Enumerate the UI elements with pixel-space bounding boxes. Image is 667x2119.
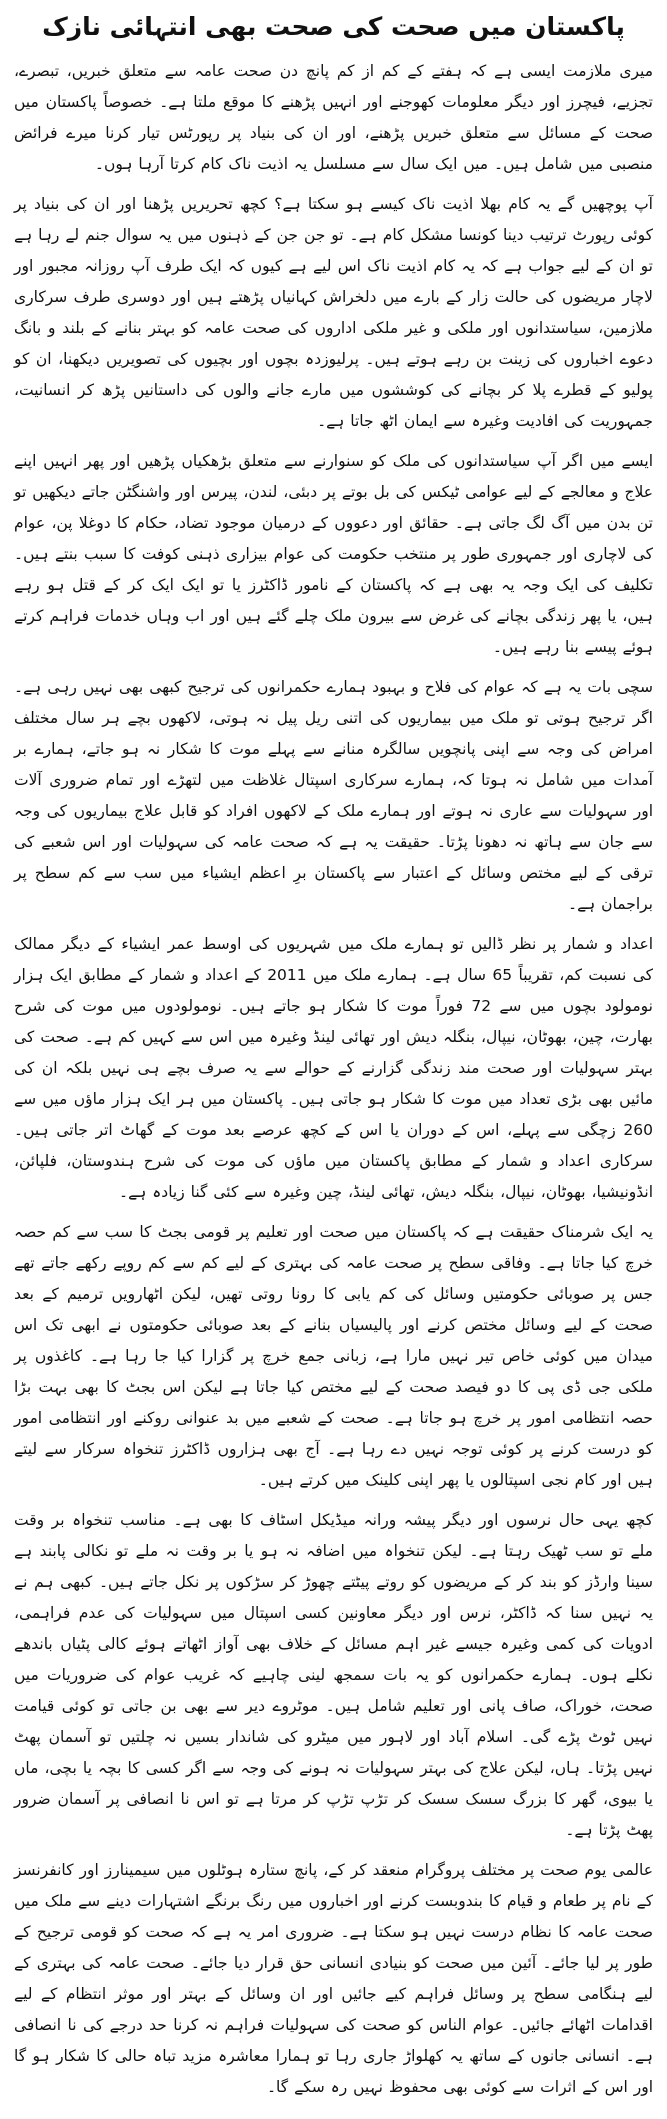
- article-paragraph-3: ایسے میں اگر آپ سیاستدانوں کی ملک کو سنوارنے سے متعلق بڑھکیاں پڑھیں اور پھر انہیں اپنے علاج و معالجے کے لیے عوامی ٹیکس کی بل بوتے پر دبئی، لندن، پیرس اور واشنگٹن جاتے دیکھیں تو تن بدن میں آگ لگ جاتی ہے۔ حقائق اور دعووں کے درمیان موجود تضاد، حکام کا دوغلا پن، عوام کی لاچاری اور جمہوری طور پر منتخب حکومت کی عوام بیزاری ذہنی کوفت کا سبب بنتے ہیں۔ تکلیف کی ایک وجہ یہ بھی ہے کہ پاکستان کے نامور ڈاکٹرز یا تو ایک ایک کر کے قتل ہو رہے ہیں، یا پھر زندگی بچانے کی غرض سے بیرون ملک چلے گئے ہیں اور اب وہاں خدمات فراہم کرتے ہوئے پیسے بنا رہے ہیں۔: [14, 452, 653, 656]
- article-paragraph-2: آپ پوچھیں گے یہ کام بھلا اذیت ناک کیسے ہو سکتا ہے؟ کچھ تحریریں پڑھنا اور ان کی بنیاد پر کوئی رپورٹ ترتیب دینا کونسا مشکل کام ہے۔ تو جن جن کے ذہنوں میں یہ سوال جنم لے رہا ہے تو ان کے لیے جواب ہے کہ یہ کام اذیت ناک اس لیے ہے کیوں کہ ایک طرف آپ روزانہ مجبور اور لاچار مریضوں کی حالت زار کے بارے میں دلخراش کہانیاں پڑھتے ہیں اور دوسری طرف سرکاری ملازمین، سیاستدانوں اور ملکی و غیر ملکی اداروں کی صحت عامہ کو بہتر بنانے کے بلند و بانگ دعوے اخباروں کی زینت بن رہے ہوتے ہیں۔ پرلیوزدہ بچوں اور بچیوں کی تصویریں دیکھنا، ان کو پولیو کے قطرے پلا کر بچانے کی کوششوں میں مارے جانے والوں کی داستانیں پڑھ کر انسانیت، جمہوریت کی افادیت وغیرہ سے ایمان اٹھ جاتا ہے۔: [14, 195, 653, 430]
- article-headline: پاکستان میں صحت کی صحت بھی انتہائی نازک: [42, 12, 625, 41]
- article-paragraph-8: عالمی یوم صحت پر مختلف پروگرام منعقد کر کے، پانچ ستارہ ہوٹلوں میں سیمینارز اور کانفرنسز کے نام پر طعام و قیام کا بندوبست کرنے اور اخباروں میں رنگ برنگے اشتہارات دینے سے ملک میں صحت عامہ کا نظام درست نہیں ہو سکتا ہے۔ ضروری امر یہ ہے کہ صحت کو قومی ترجیح کے طور پر لیا جائے۔ آئین میں صحت کو بنیادی انسانی حق قرار دیا جائے۔ صحت عامہ کی بہتری کے لیے ہنگامی سطح پر وسائل فراہم کیے جائیں اور ان وسائل کے بہتر اور موثر انتظام کے لیے اقدامات اٹھائے جائیں۔ عوام الناس کو صحت کی سہولیات فراہم نہ کرنا حد درجے کی نا انصافی ہے۔ انسانی جانوں کے ساتھ یہ کھلواڑ جاری رہا تو ہمارا معاشرہ مزید تباہ حالی کا شکار ہو گا اور اس کے اثرات سے کوئی بھی محفوظ نہیں رہ سکے گا۔: [14, 1861, 653, 2096]
- article-paragraph-4: سچی بات یہ ہے کہ عوام کی فلاح و بہبود ہمارے حکمرانوں کی ترجیح کبھی بھی نہیں رہی ہے۔ اگر ترجیح ہوتی تو ملک میں بیماریوں کی اتنی ریل پیل نہ ہوتی، لاکھوں بچے ہر سال مختلف امراض کی وجہ سے اپنی پانچویں سالگرہ منانے سے پہلے موت کا شکار نہ ہو جاتے، ہمارے بر آمدات میں شامل نہ ہوتا کہ، ہمارے سرکاری اسپتال غلاظت میں لتھڑے اور تمام ضروری آلات اور سہولیات سے عاری نہ ہوتے اور ہمارے ملک کے لاکھوں افراد کو قابل علاج بیماریوں کی وجہ سے جان سے ہاتھ نہ دھونا پڑتا۔ حقیقت یہ ہے کہ صحت عامہ کی سہولیات اور اس شعبے کی ترقی کے لیے مختص وسائل کے اعتبار سے پاکستان برِ اعظم ایشیاء میں سب سے کم سطح پر براجمان ہے۔: [14, 678, 653, 913]
- article-paragraph-5: اعداد و شمار پر نظر ڈالیں تو ہمارے ملک میں شہریوں کی اوسط عمر ایشیاء کے دیگر ممالک کی نسبت کم، تقریباً 65 سال ہے۔ ہمارے ملک میں 2011 کے اعداد و شمار کے مطابق ایک ہزار نومولود بچوں میں سے 72 فوراً موت کا شکار ہو جاتے ہیں۔ نومولودوں میں موت کی شرح بھارت، چین، بھوٹان، نیپال، بنگلہ دیش اور تھائی لینڈ وغیرہ میں اس سے کہیں کم ہے۔ صحت کی بہتر سہولیات اور صحت مند زندگی گزارنے کے حوالے سے یہ صرف بچے ہی نہیں بلکہ ان کی مائیں بھی بڑی تعداد میں موت کا شکار ہو جاتی ہیں۔ پاکستان میں ہر ایک ہزار ماؤں میں سے 260 زچگی سے پہلے، اس کے دوران یا اس کے کچھ عرصے بعد موت کے گھاٹ اتر جاتی ہیں۔ سرکاری اعداد و شمار کے مطابق پاکستان میں ماؤں کی موت کی شرح ہندوستان، فلپائن، انڈونیشیا، بھوٹان، نیپال، بنگلہ دیش، تھائی لینڈ، چین وغیرہ سے کئی گنا زیادہ ہے۔: [14, 935, 654, 1201]
- article-paragraph-7: کچھ یہی حال نرسوں اور دیگر پیشہ ورانہ میڈیکل اسٹاف کا بھی ہے۔ مناسب تنخواہ بر وقت ملے تو سب ٹھیک رہتا ہے۔ لیکن تنخواہ میں اضافہ نہ ہو یا بر وقت نہ ملے تو نکالی پابند ہے سینا وارڈز کو بند کر کے مریضوں کو روتے پیٹتے چھوڑ کر سڑکوں پر نکل جاتے ہیں۔ کبھی ہم نے یہ نہیں سنا کہ ڈاکٹر، نرس اور دیگر معاونین کسی اسپتال میں سہولیات کی عدم فراہمی، ادویات کی کمی وغیرہ جیسے غیر اہم مسائل کے خلاف بھی آواز اٹھاتے ہوئے کالی پٹیاں باندھے نکلے ہوں۔ ہمارے حکمرانوں کو یہ بات سمجھ لینی چاہیے کہ غریب عوام کی ضروریات میں صحت، خوراک، صاف پانی اور تعلیم شامل ہیں۔ موٹروے دیر سے بھی بن جاتی تو کوئی قیامت نہیں ٹوٹ پڑے گی۔ اسلام آباد اور لاہور میں میٹرو کی شاندار بسیں نہ چلتیں تو آسمان پھٹ نہیں پڑتا۔ ہاں، لیکن علاج کی بہتر سہولیات نہ ہونے کی وجہ سے اگر کسی کا بچہ یا بچی، ماں یا بیوی، گھر کا بزرگ سسک سسک کر تڑپ تڑپ کر مرتا ہے تو اس نا انصافی پر آسمان ضرور پھٹ پڑتا ہے۔: [14, 1511, 653, 1839]
- article-paragraph-1: میری ملازمت ایسی ہے کہ ہفتے کے کم از کم پانچ دن صحت عامہ سے متعلق خبریں، تبصرے، تجزیے، فیچرز اور دیگر معلومات کھوجنے اور انہیں پڑھنے کا موقع ملتا ہے۔ خصوصاً پاکستان میں صحت کے مسائل سے متعلق خبریں پڑھنے، اور ان کی بنیاد پر رپورٹس تیار کرنا میرے فرائض منصبی میں شامل ہیں۔ میں ایک سال سے مسلسل یہ اذیت ناک کام کرتا آرہا ہوں۔: [14, 62, 653, 173]
- article-paragraph-6: یہ ایک شرمناک حقیقت ہے کہ پاکستان میں صحت اور تعلیم پر قومی بجٹ کا سب سے کم حصہ خرچ کیا جاتا ہے۔ وفاقی سطح پر صحت عامہ کی بہتری کے لیے کم سے کم روپے رکھے جاتے تھے جس پر صوبائی حکومتیں وسائل کی کم یابی کا رونا روتی تھیں، لیکن اٹھارویں ترمیم کے بعد صحت کے لیے وسائل مختص کرنے اور پالیسیاں بنانے کے بعد صوبائی حکومتوں نے ابھی تک اس میدان میں کوئی خاص تیر نہیں مارا ہے، زبانی جمع خرچ پر گزارا کیا جا رہا ہے۔ کاغذوں پر ملکی جی ڈی پی کا دو فیصد صحت کے لیے مختص کیا جاتا ہے لیکن اس بجٹ کا بھی بہت بڑا حصہ انتظامی امور پر خرچ ہو جاتا ہے۔ صحت کے شعبے میں بد عنوانی روکنے اور انتظامی امور کو درست کرنے پر کوئی توجہ نہیں دے رہا ہے۔ آج بھی ہزاروں ڈاکٹرز تنخواہ سرکار سے لیتے ہیں اور کام نجی اسپتالوں یا پھر اپنی کلینک میں کرتے ہیں۔: [14, 1223, 653, 1489]
